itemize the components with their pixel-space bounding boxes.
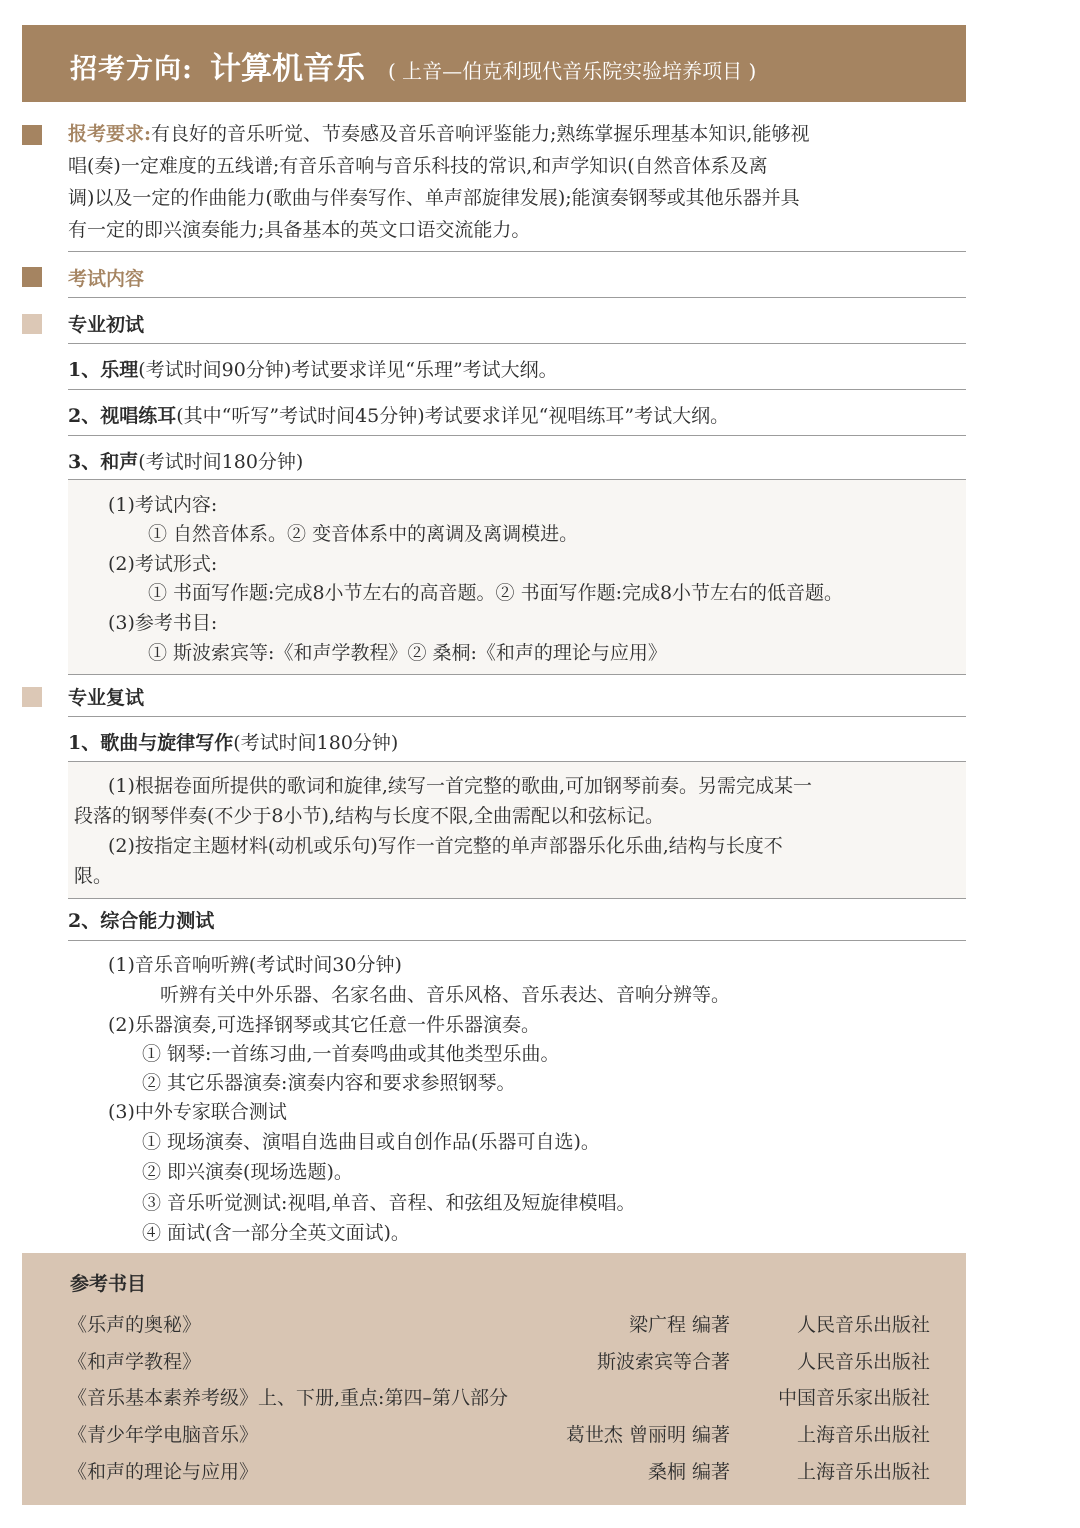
ability-test-line: ② 即兴演奏(现场选题)。 [142, 1161, 353, 1183]
harmony-detail-line: ① 自然音体系。② 变音体系中的离调及离调模进。 [148, 523, 579, 545]
requirements-line: 调)以及一定的作曲能力(歌曲与伴奏写作、单声部旋律发展);能演奏钢琴或其他乐器并具 [68, 187, 800, 209]
requirements-line: 唱(奏)一定难度的五线谱;有音乐音响与音乐科技的常识,和声学知识(自然音体系及离 [68, 155, 768, 177]
prelim-item [68, 447, 303, 474]
divider [68, 297, 966, 298]
header-major: 计算机音乐 [210, 51, 365, 87]
harmony-detail-line: ① 书面写作题:完成8小节左右的高音题。② 书面写作题:完成8小节左右的低音题。 [148, 582, 844, 604]
song-writing-line: 限。 [74, 865, 113, 887]
book-author: 梁广程 编著 [628, 1314, 730, 1336]
ability-test-line: ② 其它乐器演奏:演奏内容和要求参照钢琴。 [142, 1072, 516, 1094]
divider [68, 389, 966, 390]
retest-title: 专业复试 [68, 687, 145, 709]
divider [68, 898, 966, 899]
header-subtitle: ( 上音—伯克利现代音乐院实验培养项目 ) [388, 59, 757, 83]
header-label: 招考方向: [70, 54, 193, 85]
exam-content-title: 考试内容 [68, 268, 145, 290]
requirements-line: 有一定的即兴演奏能力;具备基本的英文口语交流能力。 [68, 219, 531, 241]
book-publisher: 人民音乐出版社 [796, 1314, 930, 1336]
retest-item-text: (考试时间180分钟) [233, 732, 399, 754]
book-publisher: 中国音乐家出版社 [777, 1387, 930, 1409]
book-title: 《音乐基本素养考级》上、下册,重点:第四–第八部分 [68, 1387, 508, 1409]
book-title: 《和声的理论与应用》 [68, 1461, 259, 1483]
ability-test-line: ① 钢琴:一首练习曲,一首奏鸣曲或其他类型乐曲。 [142, 1043, 560, 1065]
harmony-detail-line: (3)参考书目: [108, 612, 218, 634]
retest-item [68, 728, 398, 755]
divider [68, 251, 966, 252]
book-publisher: 上海音乐出版社 [796, 1424, 930, 1446]
requirements-block [68, 118, 938, 246]
retest-item-title: 1、歌曲与旋律写作 [68, 732, 234, 754]
book-publisher: 上海音乐出版社 [796, 1461, 930, 1483]
references-title: 参考书目 [70, 1273, 147, 1295]
ability-test-line: (2)乐器演奏,可选择钢琴或其它任意一件乐器演奏。 [108, 1014, 540, 1036]
harmony-detail-line: (2)考试形式: [108, 553, 218, 575]
harmony-detail-line: (1)考试内容: [108, 494, 218, 516]
prelim-item-text: (考试时间90分钟)考试要求详见“乐理”考试大纲。 [138, 359, 558, 381]
ability-test-line: (3)中外专家联合测试 [108, 1101, 287, 1123]
prelim-item [68, 355, 558, 382]
prelim-item-title: 1、乐理 [68, 359, 139, 381]
ability-test-line: ① 现场演奏、演唱自选曲目或自创作品(乐器可自选)。 [142, 1131, 600, 1153]
book-title: 《乐声的奥秘》 [68, 1314, 202, 1336]
song-writing-line: (1)根据卷面所提供的歌词和旋律,续写一首完整的歌曲,可加钢琴前奏。另需完成某一 [108, 775, 812, 797]
divider [68, 674, 966, 675]
harmony-detail-line: ① 斯波索宾等:《和声学教程》② 桑桐:《和声的理论与应用》 [148, 642, 667, 664]
ability-test-line: ③ 音乐听觉测试:视唱,单音、音程、和弦组及短旋律模唱。 [142, 1192, 636, 1214]
book-title: 《和声学教程》 [68, 1351, 202, 1373]
ability-test-line: ④ 面试(含一部分全英文面试)。 [142, 1222, 410, 1244]
section-marker [22, 125, 42, 145]
requirements-line: 有良好的音乐听觉、节奏感及音乐音响评鉴能力;熟练掌握乐理基本知识,能够视 [151, 123, 810, 145]
song-writing-line: 段落的钢琴伴奏(不少于8小节),结构与长度不限,全曲需配以和弦标记。 [74, 805, 664, 827]
retest-item-title: 2、综合能力测试 [68, 910, 215, 932]
prelim-item [68, 401, 729, 428]
divider [68, 716, 966, 717]
prelim-item-title: 2、视唱练耳 [68, 405, 177, 427]
divider [68, 435, 966, 436]
divider [68, 940, 966, 941]
song-writing-line: (2)按指定主题材料(动机或乐句)写作一首完整的单声部器乐化乐曲,结构与长度不 [108, 835, 783, 857]
book-author: 桑桐 编著 [647, 1461, 730, 1483]
book-author: 葛世杰 曾丽明 编著 [565, 1424, 730, 1446]
references-panel [22, 1253, 966, 1505]
book-title: 《青少年学电脑音乐》 [68, 1424, 259, 1446]
section-marker [22, 267, 42, 287]
section-marker [22, 314, 42, 334]
divider [68, 343, 966, 344]
prelim-item-text: (考试时间180分钟) [138, 451, 304, 473]
prelim-item-title: 3、和声 [68, 451, 139, 473]
prelim-item-text: (其中“听写”考试时间45分钟)考试要求详见“视唱练耳”考试大纲。 [176, 405, 730, 427]
requirements-label: 报考要求: [68, 123, 152, 145]
header-banner [22, 25, 966, 102]
book-author: 斯波索宾等合著 [596, 1351, 730, 1373]
section-marker [22, 687, 42, 707]
ability-test-line: 听辨有关中外乐器、名家名曲、音乐风格、音乐表达、音响分辨等。 [160, 984, 731, 1006]
prelim-title: 专业初试 [68, 314, 145, 336]
book-publisher: 人民音乐出版社 [796, 1351, 930, 1373]
ability-test-line: (1)音乐音响听辨(考试时间30分钟) [108, 954, 402, 976]
